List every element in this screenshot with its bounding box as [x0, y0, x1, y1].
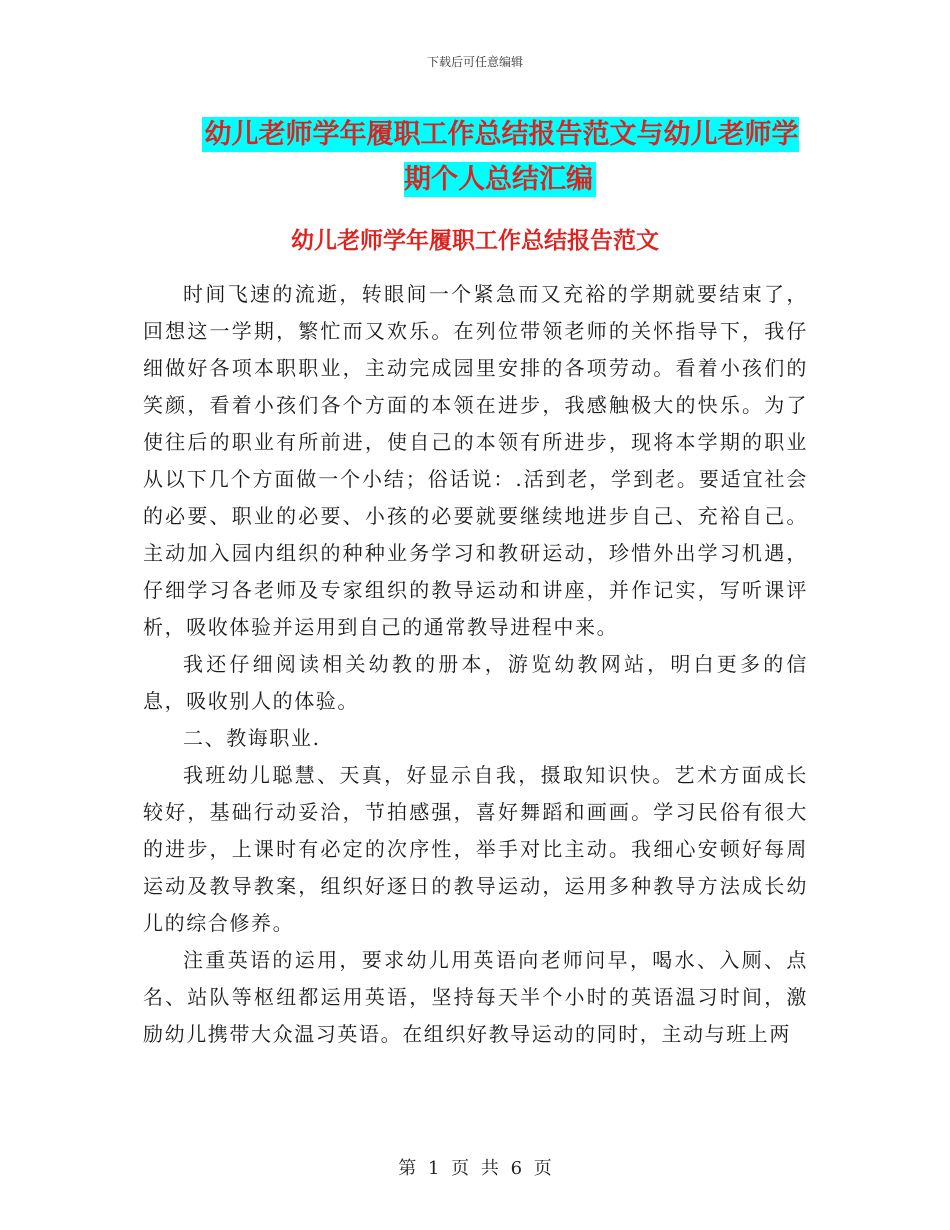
document-title-text: 幼儿老师学年履职工作总结报告范文与幼儿老师学期个人总结汇编 — [202, 117, 799, 197]
paragraph: 我班幼儿聪慧、天真，好显示自我，摄取知识快。艺术方面成长较好，基础行动妥洽，节拍感强，喜好舞蹈和画画。学习民俗有很大的进步，上课时有必定的次序性，举手对比主动。我细心安顿好每周运动及教导教案，组织好逐日的教导运动，运用多种教导方法成长幼儿的综合修养。 — [143, 763, 808, 935]
paragraph: 二、教诲职业. — [183, 726, 321, 750]
paragraph: 注重英语的运用，要求幼儿用英语向老师问早，喝水、入厕、点名、站队等枢纽都运用英语，坚持每天半个小时的英语温习时间，激励幼儿携带大众温习英语。在组织好教导运动的同时，主动与班上两 — [143, 948, 808, 1046]
page-indicator: 第 1 页 共 6 页 — [398, 1158, 552, 1179]
header-note: 下载后可任意编辑 — [426, 55, 523, 69]
paragraph: 我还仔细阅读相关幼教的册本，游览幼教网站，明白更多的信息，吸收别人的体验。 — [143, 652, 808, 713]
section-title: 幼儿老师学年履职工作总结报告范文 — [291, 227, 659, 254]
paragraph: 时间飞速的流逝，转眼间一个紧急而又充裕的学期就要结束了，回想这一学期，繁忙而又欢乐。在列位带领老师的关怀指导下，我仔细做好各项本职职业，主动完成园里安排的各项劳动。看着小孩们的笑颜，看着小孩们各个方面的本领在进步，我感触极大的快乐。为了使往后的职业有所前进，使自己的本领有所进步，现将本学期的职业从以下几个方面做一个小结；俗话说：.活到老，学到老。要适宜社会的必要、职业的必要、小孩的必要就要继续地进步自己、充裕自己。主动加入园内组织的种种业务学习和教研运动，珍惜外出学习机遇，仔细学习各老师及专家组织的教导运动和讲座，并作记实，写听课评析，吸收体验并运用到自己的通常教导进程中来。 — [143, 282, 808, 639]
document-body — [143, 276, 808, 1053]
document-title — [190, 112, 810, 202]
